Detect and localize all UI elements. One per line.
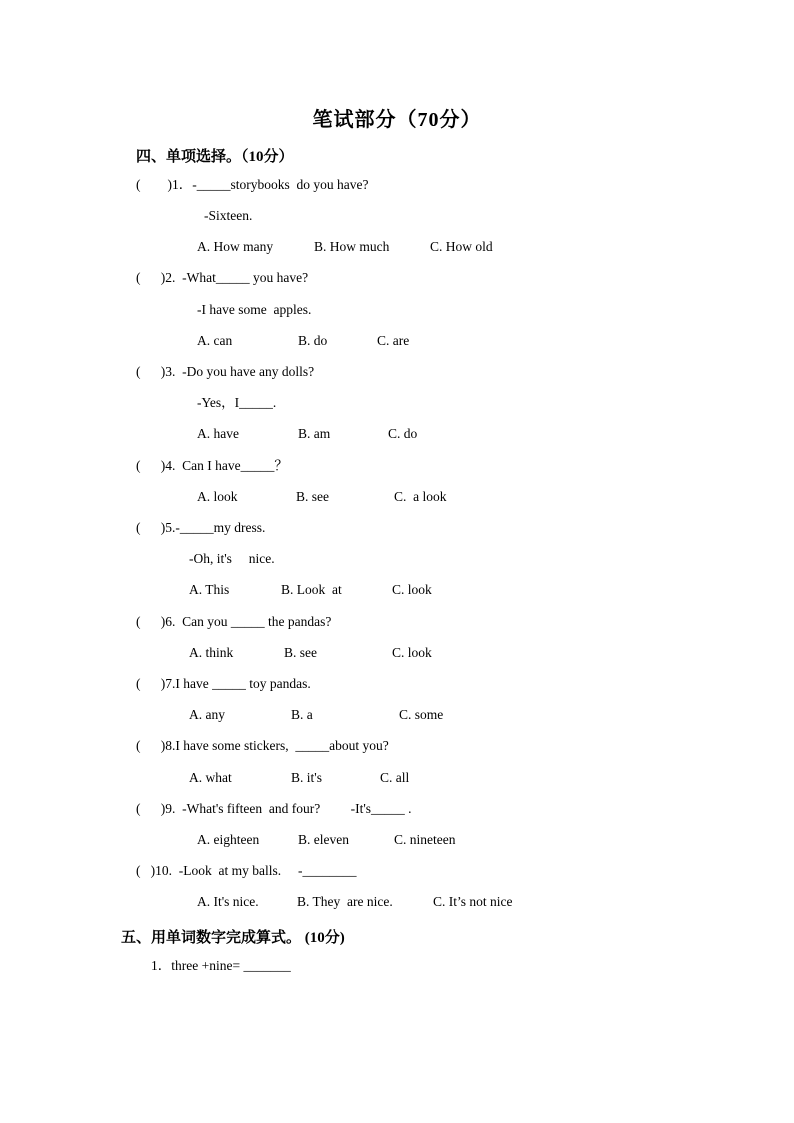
section-5-item-1: 1．three +nine= _______ xyxy=(151,958,291,973)
question-10-option-b: B. They are nice. xyxy=(297,894,393,909)
question-7-option-b: B. a xyxy=(291,707,313,722)
question-4-stem: ( )4. Can I have_____？ xyxy=(136,458,288,473)
question-3-option-c: C. do xyxy=(388,426,418,441)
question-2-option-b: B. do xyxy=(298,333,328,348)
question-7-option-a: A. any xyxy=(189,707,225,722)
question-10-option-a: A. It's nice. xyxy=(197,894,259,909)
question-9-stem: ( )9. -What's fifteen and four? -It's_____ . xyxy=(136,801,412,816)
question-3-answer-line: -Yes，I_____. xyxy=(197,395,277,410)
question-9-option-a: A. eighteen xyxy=(197,832,260,847)
question-9-option-c: C. nineteen xyxy=(394,832,456,847)
question-8-option-a: A. what xyxy=(189,770,232,785)
question-3-option-a: A. have xyxy=(197,426,239,441)
question-3-stem: ( )3. -Do you have any dolls? xyxy=(136,364,315,379)
question-4-option-b: B. see xyxy=(296,489,329,504)
question-3-option-b: B. am xyxy=(298,426,331,441)
question-6-option-c: C. look xyxy=(392,645,432,660)
question-2-stem: ( )2. -What_____ you have? xyxy=(136,270,309,285)
question-8-option-c: C. all xyxy=(380,770,410,785)
question-1-stem: ( )1．-_____storybooks do you have? xyxy=(136,177,369,192)
question-7-stem: ( )7.I have _____ toy pandas. xyxy=(136,676,311,691)
question-7-option-c: C. some xyxy=(399,707,444,722)
question-2-option-c: C. are xyxy=(377,333,410,348)
question-5-answer-line: -Oh, it's nice. xyxy=(189,551,275,566)
question-4-option-a: A. look xyxy=(197,489,238,504)
question-1-option-c: C. How old xyxy=(430,239,493,254)
question-1-option-a: A. How many xyxy=(197,239,274,254)
question-6-option-a: A. think xyxy=(189,645,234,660)
question-9-option-b: B. eleven xyxy=(298,832,349,847)
question-10-option-c: C. It’s not nice xyxy=(433,894,513,909)
section-5-heading: 五、用单词数字完成算式。 (10分) xyxy=(121,930,345,946)
question-6-option-b: B. see xyxy=(284,645,317,660)
question-1-option-b: B. How much xyxy=(314,239,390,254)
question-2-option-a: A. can xyxy=(197,333,233,348)
page-title: 笔试部分（70分） xyxy=(312,109,482,131)
question-5-option-b: B. Look at xyxy=(281,582,342,597)
question-5-option-c: C. look xyxy=(392,582,432,597)
question-4-option-c: C. a look xyxy=(394,489,447,504)
question-5-stem: ( )5.-_____my dress. xyxy=(136,520,266,535)
question-2-answer-line: -I have some apples. xyxy=(197,302,312,317)
section-4-heading: 四、单项选择。（10分） xyxy=(136,149,294,165)
question-8-option-b: B. it's xyxy=(291,770,322,785)
question-5-option-a: A. This xyxy=(189,582,230,597)
question-1-answer-line: -Sixteen. xyxy=(204,208,253,223)
question-8-stem: ( )8.I have some stickers, _____about you? xyxy=(136,738,389,753)
question-6-stem: ( )6. Can you _____ the pandas? xyxy=(136,614,332,629)
question-10-stem: ( )10. -Look at my balls. -________ xyxy=(136,863,357,878)
